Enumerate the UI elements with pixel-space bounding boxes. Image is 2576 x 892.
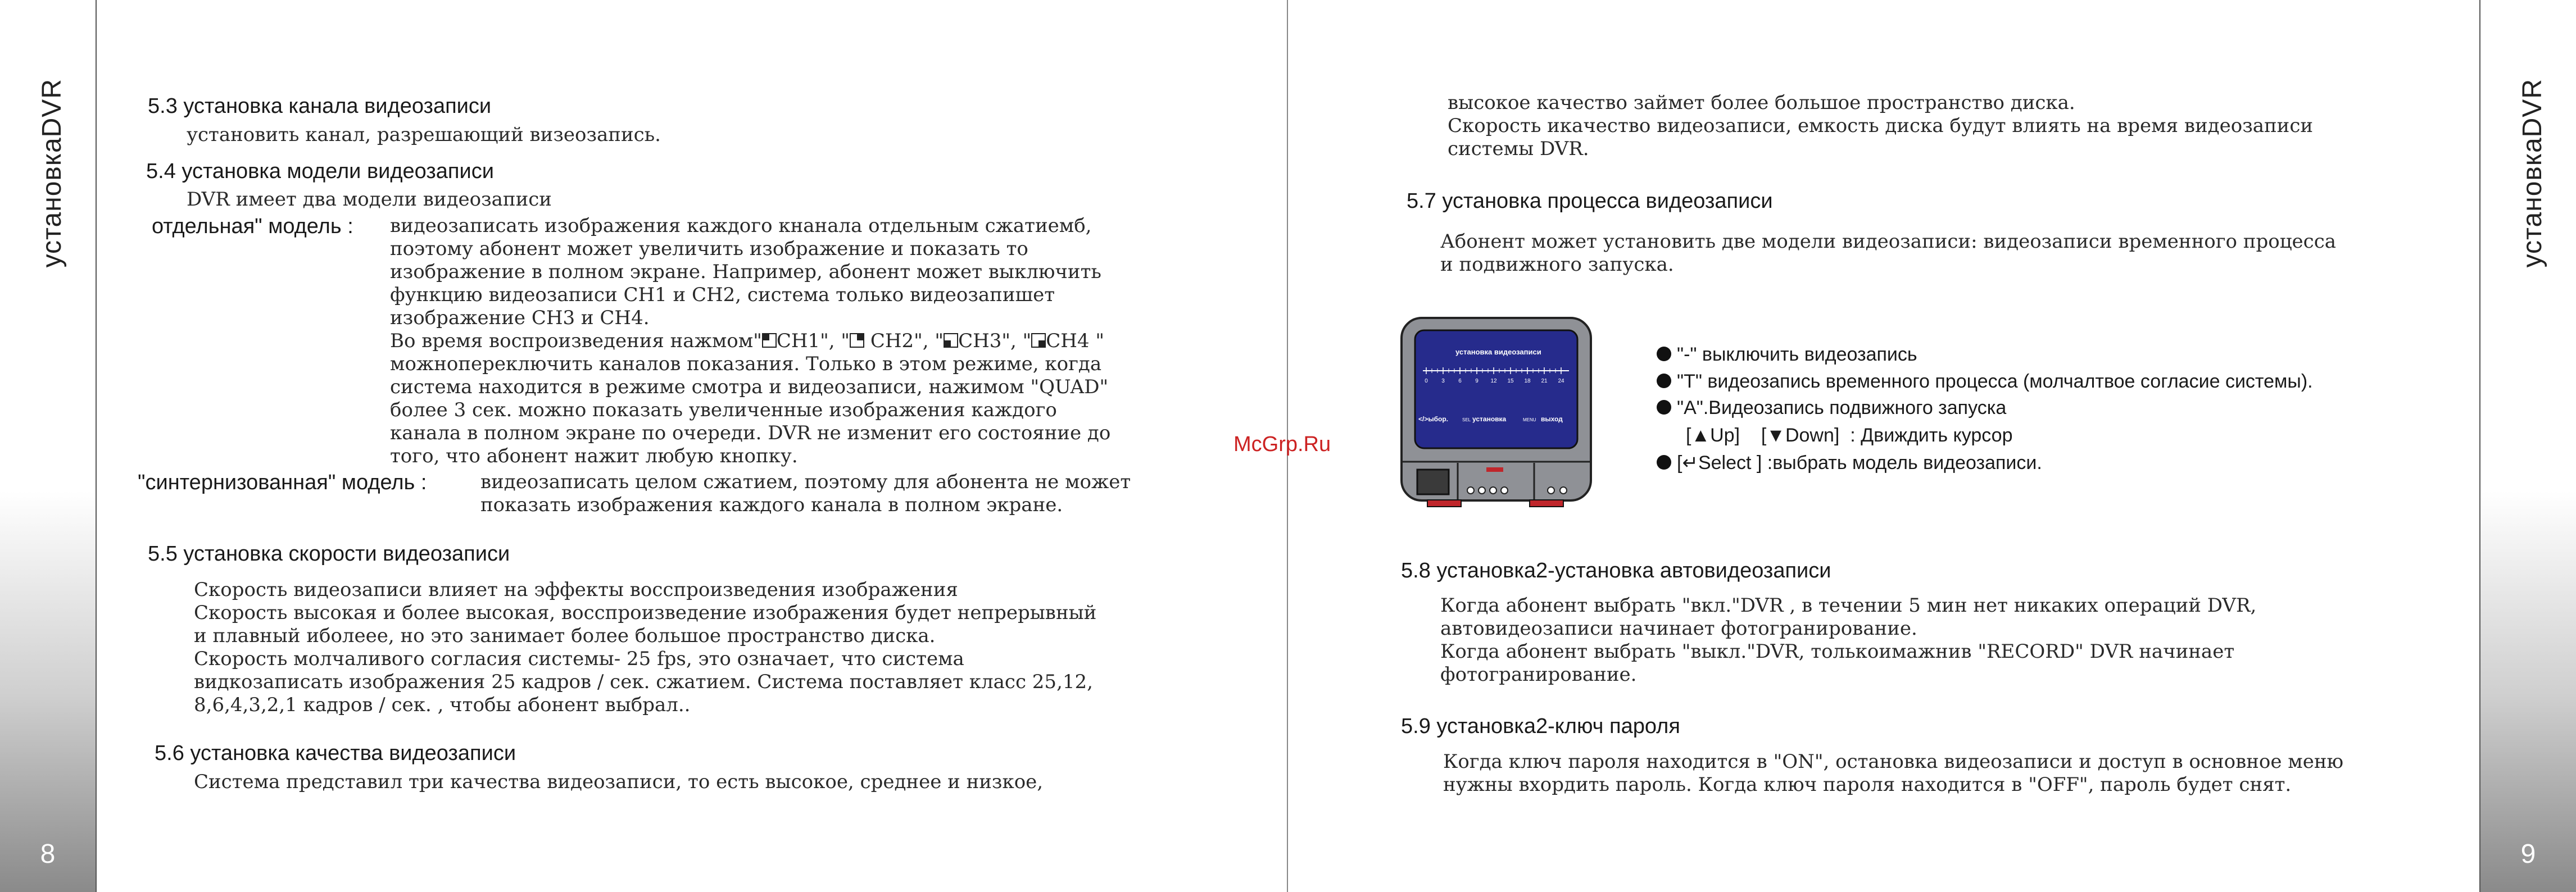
ch1-label: CH1", "	[776, 330, 850, 352]
enter-icon: ↵	[1682, 452, 1698, 474]
screen-footer-sel-key: SEL	[1462, 417, 1471, 422]
ch3-label: CH3", "	[958, 330, 1032, 352]
bullet-dot-icon	[1657, 455, 1671, 470]
paragraph-line: Абонент может установить две модели видеозаписи: видеозаписи временного процесса	[1440, 230, 2337, 253]
paragraph-line: автовидеозаписи начинает фотогранирование.	[1440, 617, 1917, 640]
device-foot-left	[1427, 500, 1461, 507]
down-arrow-icon: ▼	[1766, 425, 1785, 446]
nav-up-label: Up]	[1710, 425, 1740, 446]
paragraph-line: и подвижного запуска.	[1440, 253, 1674, 276]
screen-footer-exit: выход	[1541, 415, 1563, 423]
bracket-open: [	[1761, 425, 1767, 446]
scale-label: 18	[1524, 378, 1531, 384]
ch2-label: CH2", "	[864, 330, 944, 352]
paragraph-line: Когда абонент выбрать "вкл."DVR , в течении 5 мин нет никаких операций DVR,	[1440, 594, 2257, 617]
bracket-open: [	[1686, 425, 1691, 446]
right-page-number: 9	[2520, 839, 2536, 869]
scale-label: 21	[1541, 378, 1548, 384]
quad-ch4-icon	[1031, 333, 1046, 348]
bullet-dot-icon	[1657, 347, 1671, 361]
up-arrow-icon: ▲	[1691, 425, 1711, 446]
screen-title: установка видеозаписи	[1455, 348, 1541, 356]
quad-ch2-icon	[850, 333, 864, 348]
screen-footer-menu-key: MENU	[1523, 417, 1536, 422]
channel-line	[390, 330, 1110, 353]
s58-heading: 5.8 установка2-установка автовидеозаписи	[1401, 559, 1831, 582]
paragraph-line: нужны вхордить пароль. Когда ключ пароля находится в "OFF", пароль будет снят.	[1443, 773, 2292, 796]
nav-line	[1686, 425, 2012, 447]
paragraph-line: изображение в полном экране. Например, абонент может выключить	[390, 261, 1101, 283]
s56-continued	[1448, 92, 2313, 161]
paragraph-line: Скорость видеозаписи влияет на эффекты восспроизведения изображения	[194, 579, 958, 601]
left-page-number: 8	[40, 839, 56, 869]
bullet-dot-icon	[1657, 400, 1671, 415]
paragraph-line: фотогранирование.	[1440, 663, 1637, 686]
paragraph-line: Скорость высокая и более высокая, восспроизведение изображения будет непрерывный	[194, 602, 1097, 624]
paragraph-line: Когда абонент выбрать "выкл."DVR, толькоимажнив "RECORD" DVR начинает	[1440, 640, 2235, 663]
ch4-label: CH4 "	[1046, 330, 1105, 352]
scale-label: 12	[1490, 378, 1497, 384]
select-text: Select ] :выбрать модель видеозаписи.	[1698, 452, 2042, 474]
s56-line: Система представил три качества видеозаписи, то есть высокое, среднее и низкое,	[194, 771, 1044, 793]
paragraph-line: система находится в режиме смотра и видеозаписи, нажимом "QUAD"	[390, 376, 1109, 398]
s53-line: установить канал, разрешающий визеозапись.	[187, 124, 661, 146]
bullet-item	[1657, 452, 2042, 474]
s57-heading: 5.7 установка процесса видеозаписи	[1407, 189, 1773, 213]
device-foot-right	[1530, 500, 1563, 507]
quad-ch3-icon	[944, 333, 958, 348]
paragraph-line: системы DVR.	[1448, 138, 1589, 160]
nav-text: : Движдить курсор	[1850, 425, 2013, 446]
paragraph-line: можнопереключить каналов показания. Только в этом режиме, когда	[390, 353, 1102, 375]
paragraph-line: Когда ключ пароля находится в "ON", остановка видеозаписи и доступ в основное меню	[1443, 750, 2344, 773]
s56-heading: 5.6 установка качества видеозаписи	[155, 741, 516, 765]
s54-heading: 5.4 установка модели видеозаписи	[146, 160, 494, 183]
paragraph-line: высокое качество займет более большое пространство диска.	[1448, 92, 2075, 114]
sync-model-label: "синтернизованная" модель :	[138, 471, 427, 494]
screen-footer-select: </>ыбор.	[1418, 415, 1449, 423]
paragraph-line: и плавный иболеее, но это занимает более большое пространство диска.	[194, 625, 936, 647]
s58-text	[1440, 594, 2256, 686]
power-indicator	[1486, 467, 1503, 472]
scale-label: 3	[1441, 378, 1445, 384]
quad-ch1-icon	[762, 333, 777, 348]
paragraph-line: поэтому абонент может увеличить изображение и показать то	[390, 238, 1028, 260]
scale-label: 6	[1458, 378, 1462, 384]
scale-label: 15	[1507, 378, 1514, 384]
bullet-text: "-" выключить видеозапись	[1677, 344, 1917, 365]
paragraph-line: показать изображения каждого канала в полном экране.	[480, 494, 1063, 516]
paragraph-line: функцию видеозаписи CH1 и CH2, система только видеозапишет	[390, 284, 1055, 306]
paragraph-line: Скорость икачество видеозаписи, емкость диска будут влиять на время видеозаписи	[1448, 115, 2314, 137]
bullet-item	[1657, 371, 2313, 393]
disk-bay	[1417, 470, 1449, 494]
paragraph-line: канала в полном экране по очереди. DVR не изменит его состояние до	[390, 422, 1111, 444]
s59-heading: 5.9 установка2-ключ пароля	[1401, 714, 1680, 738]
scale-label: 9	[1475, 378, 1479, 384]
paragraph-line: видеозаписать изображения каждого кнанала отдельным сжатиемб,	[390, 215, 1092, 237]
right-side-strip	[2479, 0, 2576, 892]
s54-intro: DVR имеет два модели видеозаписи	[187, 188, 552, 211]
right-side-title: установкаDVR	[2518, 79, 2547, 268]
scale-label: 24	[1558, 378, 1564, 384]
paragraph-line: более 3 сек. можно показать увеличенные изображения каждого	[390, 399, 1057, 421]
paragraph-line: того, что абонент нажит любую кнопку.	[390, 445, 798, 467]
s55-text	[194, 579, 1096, 717]
paragraph-line: видеозаписать целом сжатием, поэтому для абонента не может	[480, 471, 1131, 493]
paragraph-line: изображение CH3 и CH4.	[390, 307, 650, 329]
s59-text	[1443, 750, 2343, 797]
paragraph-line: видкозаписать изображения 25 кадров / сек. сжатием. Система поставляет класс 25,12,	[194, 671, 1093, 693]
screen-footer-setup: установка	[1472, 415, 1507, 423]
scale-label: 0	[1425, 378, 1428, 384]
s57-text	[1440, 230, 2336, 276]
sync-model-text	[480, 471, 1131, 517]
single-model-label: отдельная" модель :	[152, 215, 353, 238]
bullet-item	[1657, 397, 2006, 419]
paragraph-line: Скорость молчаливого согласия системы- 25 fps, это означает, что система	[194, 648, 964, 670]
single-model-text	[390, 215, 1110, 468]
bullet-item	[1657, 344, 1917, 366]
dvr-device-illustration	[1399, 315, 1593, 508]
bullet-text: "T" видеозапись временного процесса (молчалтвое согласие системы).	[1677, 371, 2313, 392]
bullet-dot-icon	[1657, 374, 1671, 388]
bullet-text: "A".Видеозапись подвижного запуска	[1677, 397, 2007, 418]
bracket-open: [	[1677, 452, 1682, 474]
watermark: McGrp.Ru	[1233, 433, 1331, 456]
paragraph-line: 8,6,4,3,2,1 кадров / сек. , чтобы абонент выбрал..	[194, 694, 691, 716]
nav-down-label: Down]	[1785, 425, 1840, 446]
s53-heading: 5.3 установка канала видеозаписи	[148, 94, 492, 118]
paragraph-line-start: Во время воспроизведения нажмом"	[390, 330, 762, 352]
left-side-strip	[0, 0, 97, 892]
s55-heading: 5.5 установка скорости видеозаписи	[148, 542, 510, 566]
left-side-title: установкаDVR	[37, 79, 67, 268]
